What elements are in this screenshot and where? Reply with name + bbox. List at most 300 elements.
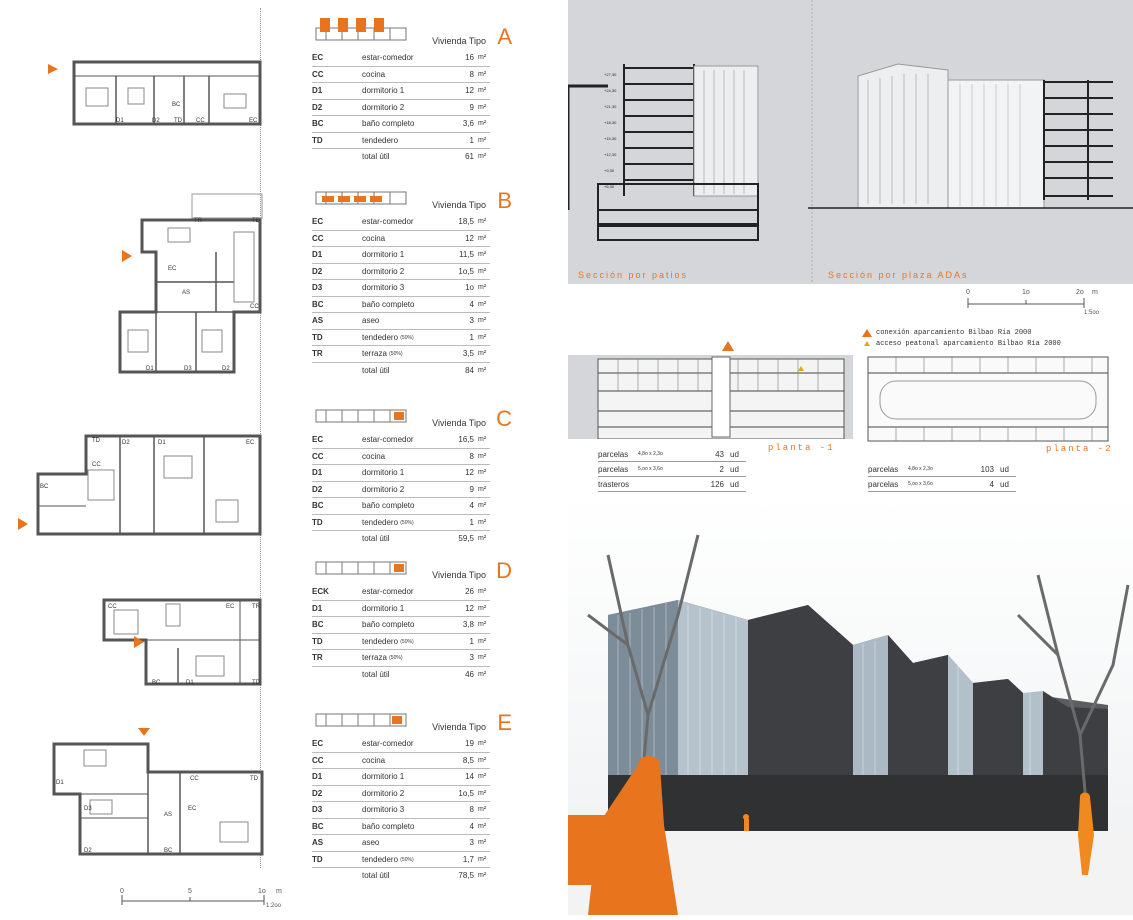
room-code: BC (312, 299, 324, 309)
section-title-right: Sección por plaza ADAs (828, 270, 969, 280)
room-code: CC (312, 755, 324, 765)
room-area: 16 (465, 53, 474, 63)
unit-type-label: Vivienda Tipo (432, 722, 486, 732)
room-note: (50%) (400, 638, 414, 645)
parking-unit: ud (1000, 464, 1009, 474)
room-label: D1 (186, 680, 194, 686)
area-row (312, 584, 490, 601)
room-area: 4 (469, 821, 474, 831)
area-row (312, 264, 490, 281)
scale-ratio: 1:2oo (266, 903, 282, 909)
room-desc: aseo (362, 316, 380, 326)
room-code: D1 (312, 772, 323, 782)
area-row (312, 868, 490, 884)
scale-tick: 0 (120, 888, 124, 895)
area-row (312, 835, 490, 852)
room-area: 19 (465, 739, 474, 749)
area-unit: m² (478, 839, 487, 847)
room-label: D1 (116, 118, 124, 124)
room-area: 3,8 (462, 620, 474, 630)
area-unit: m² (478, 350, 487, 358)
room-label: CC (196, 118, 205, 124)
room-code: D2 (312, 484, 323, 494)
room-code: ECK (312, 587, 329, 597)
area-row (312, 116, 490, 133)
room-code: EC (312, 739, 324, 749)
room-area: 8,5 (462, 755, 474, 765)
room-area: 16,5 (458, 435, 474, 445)
area-table-b (312, 182, 512, 378)
area-row (312, 449, 490, 466)
area-row (312, 531, 490, 547)
parking-name: parcelas (868, 479, 899, 489)
room-desc: total útil (362, 534, 390, 544)
scale-unit: m (276, 888, 282, 895)
room-note: (50%) (400, 856, 414, 863)
room-label: EC (246, 440, 255, 446)
room-code: D1 (312, 603, 323, 613)
room-desc: cocina (362, 451, 386, 461)
room-area: 12 (465, 233, 474, 243)
room-area: 1 (469, 332, 474, 342)
room-area: 8 (469, 69, 474, 79)
scale-ratio: 1:5oo (1084, 310, 1100, 316)
parking-row (598, 477, 746, 492)
room-desc: tendedero (362, 332, 399, 342)
room-desc: dormitorio 2 (362, 266, 405, 276)
parking-plan-minus1-panel (568, 355, 853, 490)
area-unit: m² (478, 773, 487, 781)
room-area: 59,5 (458, 534, 474, 544)
area-row (312, 601, 490, 618)
floor-plan-b (116, 192, 266, 376)
room-area: 46 (465, 669, 474, 679)
parking-legend (862, 327, 1061, 349)
room-area: 26 (465, 587, 474, 597)
parking-table-minus2 (868, 462, 1016, 492)
area-unit: m² (478, 317, 487, 325)
entrance-arrow-icon (48, 64, 58, 74)
room-label: CC (250, 304, 259, 310)
room-label: CC (190, 776, 199, 782)
room-desc: dormitorio 1 (362, 468, 405, 478)
room-code: D3 (312, 805, 323, 815)
area-row (312, 736, 490, 753)
room-label: TD (174, 118, 182, 124)
section-title-left: Sección por patios (578, 270, 689, 280)
unit-key-plan (312, 552, 512, 583)
room-desc: dormitorio 1 (362, 603, 405, 613)
unit-type-label: Vivienda Tipo (432, 200, 486, 210)
parking-row (598, 447, 746, 462)
floor-tag: +6,30 (604, 184, 615, 189)
room-area: 4 (469, 501, 474, 511)
room-area: 1 (469, 517, 474, 527)
area-row (312, 67, 490, 84)
parking-row (868, 477, 1016, 492)
room-desc: dormitorio 1 (362, 250, 405, 260)
area-table-a (312, 18, 512, 165)
parking-unit: ud (1000, 479, 1009, 489)
room-area: 8 (469, 451, 474, 461)
area-unit: m² (478, 234, 487, 242)
area-row (312, 133, 490, 150)
floor-plan-a (44, 56, 266, 128)
room-desc: baño completo (362, 119, 415, 129)
unit-letter: E (497, 710, 512, 735)
unit-type-label: Vivienda Tipo (432, 418, 486, 428)
area-unit: m² (478, 103, 487, 111)
area-row (312, 313, 490, 330)
area-unit: m² (478, 70, 487, 78)
floor-plan-e (50, 726, 266, 858)
room-area: 3 (469, 316, 474, 326)
room-code: TD (312, 135, 323, 145)
room-code: CC (312, 69, 324, 79)
area-row (312, 363, 490, 379)
room-area: 1o,5 (458, 266, 474, 276)
area-row (312, 50, 490, 67)
room-desc: estar-comedor (362, 435, 414, 445)
room-code: TR (312, 349, 323, 359)
room-label: D3 (184, 366, 192, 372)
room-label: D2 (122, 440, 130, 446)
area-unit: m² (478, 588, 487, 596)
room-area: 9 (469, 484, 474, 494)
area-unit: m² (478, 87, 487, 95)
room-desc: total útil (362, 365, 390, 375)
room-label: TD (92, 438, 100, 444)
room-desc: total útil (362, 871, 390, 881)
area-unit: m² (478, 452, 487, 460)
room-label: BC (164, 848, 173, 854)
room-code: TR (312, 653, 323, 663)
room-desc: dormitorio 1 (362, 86, 405, 96)
unit-type-label: Vivienda Tipo (432, 36, 486, 46)
room-desc: terraza (362, 653, 387, 663)
scale-tick: 1o (258, 888, 266, 895)
room-label: D1 (158, 440, 166, 446)
room-desc: aseo (362, 838, 380, 848)
room-desc: estar-comedor (362, 217, 414, 227)
floor-tag: +15,30 (604, 136, 617, 141)
plan-minus2-label: planta -2 (1046, 444, 1113, 454)
parking-row (868, 462, 1016, 477)
room-desc: tendedero (362, 135, 399, 145)
area-unit: m² (478, 502, 487, 510)
room-code: D1 (312, 86, 323, 96)
room-label: EC (188, 806, 197, 812)
room-code: BC (312, 620, 324, 630)
parking-count: 4 (989, 479, 994, 489)
room-code: D3 (312, 283, 323, 293)
area-row (312, 83, 490, 100)
room-desc: dormitorio 3 (362, 805, 405, 815)
room-label: D2 (84, 848, 92, 854)
room-code: TD (312, 854, 323, 864)
room-area: 8 (469, 805, 474, 815)
area-unit: m² (478, 604, 487, 612)
parking-count: 103 (980, 464, 994, 474)
room-code: EC (312, 435, 324, 445)
area-unit: m² (478, 333, 487, 341)
room-desc: baño completo (362, 821, 415, 831)
area-unit: m² (478, 872, 487, 880)
area-unit: m² (478, 469, 487, 477)
area-unit: m² (478, 789, 487, 797)
scale-tick: 2o (1076, 289, 1084, 296)
area-unit: m² (478, 822, 487, 830)
room-code: BC (312, 119, 324, 129)
parking-dims: 4,8o x 2,3o (638, 451, 663, 457)
area-unit: m² (478, 366, 487, 374)
room-note: (50%) (389, 351, 403, 358)
room-code: AS (312, 316, 324, 326)
unit-key-plan (312, 18, 512, 49)
area-unit: m² (478, 300, 487, 308)
room-area: 1,7 (462, 854, 474, 864)
scale-tick: 5 (188, 888, 192, 895)
room-desc: estar-comedor (362, 739, 414, 749)
unit-letter: A (497, 24, 512, 49)
room-label: D3 (84, 806, 92, 812)
area-unit: m² (478, 855, 487, 863)
parking-unit: ud (730, 479, 739, 489)
parking-connection-icon (722, 341, 734, 351)
room-code: TD (312, 332, 323, 342)
area-row (312, 819, 490, 836)
plan-scale-bar (118, 885, 288, 911)
area-unit: m² (478, 621, 487, 629)
unit-type-label: Vivienda Tipo (432, 570, 486, 580)
room-label: TR (194, 218, 202, 224)
area-row (312, 149, 490, 165)
room-note: (50%) (400, 334, 414, 341)
area-unit: m² (478, 670, 487, 678)
room-code: D1 (312, 250, 323, 260)
room-area: 9 (469, 102, 474, 112)
area-unit: m² (478, 153, 487, 161)
unit-letter: B (497, 188, 512, 213)
room-desc: estar-comedor (362, 53, 414, 63)
area-unit: m² (478, 54, 487, 62)
area-row (312, 802, 490, 819)
room-desc: cocina (362, 69, 386, 79)
room-area: 11,5 (459, 250, 474, 260)
room-area: 4 (469, 299, 474, 309)
parking-plan-minus2 (866, 355, 1110, 445)
legend-text: conexión aparcamiento Bilbao Ría 2000 (876, 328, 1032, 337)
room-area: 18,5 (458, 217, 474, 227)
area-unit: m² (478, 637, 487, 645)
room-code: BC (312, 501, 324, 511)
entrance-arrow-icon (18, 518, 28, 530)
unit-letter: D (496, 558, 512, 583)
area-unit: m² (478, 740, 487, 748)
area-table-d (312, 552, 512, 682)
area-row (312, 231, 490, 248)
room-area: 12 (465, 86, 474, 96)
legend-text: acceso peatonal aparcamiento Bilbao Ría 2000 (876, 339, 1061, 348)
parking-name: trasteros (598, 479, 630, 489)
room-desc: cocina (362, 233, 386, 243)
room-area: 1o (465, 283, 474, 293)
area-row (312, 247, 490, 264)
floor-tag: +27,30 (604, 72, 617, 77)
room-label: D2 (152, 118, 160, 124)
room-code: TD (312, 517, 323, 527)
room-code: CC (312, 451, 324, 461)
room-desc: tendedero (362, 636, 399, 646)
scale-tick: 0 (966, 289, 970, 296)
room-desc: total útil (362, 669, 390, 679)
room-desc: dormitorio 2 (362, 788, 405, 798)
small-triangle-icon (864, 341, 870, 346)
parking-count: 2 (719, 464, 724, 474)
room-code: D1 (312, 468, 323, 478)
scale-unit: m (1092, 289, 1098, 296)
parking-unit: ud (730, 464, 739, 474)
room-label: EC (249, 118, 258, 124)
floor-tag: +9,30 (604, 168, 615, 173)
room-desc: baño completo (362, 299, 415, 309)
area-row (312, 346, 490, 363)
area-row (312, 465, 490, 482)
parking-name: parcelas (598, 449, 629, 459)
room-code: AS (312, 838, 324, 848)
room-code: D2 (312, 788, 323, 798)
room-desc: dormitorio 1 (362, 772, 405, 782)
area-row (312, 753, 490, 770)
room-desc: dormitorio 2 (362, 484, 405, 494)
parking-count: 43 (715, 449, 724, 459)
area-row (312, 515, 490, 532)
room-label: BC (152, 680, 161, 686)
area-unit: m² (478, 535, 487, 543)
entrance-arrow-icon (122, 250, 132, 262)
area-unit: m² (478, 267, 487, 275)
floor-tag: +18,30 (604, 120, 617, 125)
room-label: TD (252, 680, 260, 686)
room-code: D2 (312, 266, 323, 276)
floor-tag: +12,30 (604, 152, 617, 157)
scale-tick: 1o (1022, 289, 1030, 296)
room-area: 3,5 (462, 349, 474, 359)
room-label: BC (40, 484, 49, 490)
area-unit: m² (478, 284, 487, 292)
room-desc: baño completo (362, 620, 415, 630)
room-label: AS (164, 812, 173, 818)
room-label: TD (250, 776, 258, 782)
parking-unit: ud (730, 449, 739, 459)
room-area: 3,6 (462, 119, 474, 129)
floor-plan-d (100, 596, 266, 688)
room-area: 1o,5 (458, 788, 474, 798)
parking-dims: 4,8o x 2,3o (908, 466, 933, 472)
room-desc: cocina (362, 755, 386, 765)
area-row (312, 786, 490, 803)
room-desc: terraza (362, 349, 387, 359)
area-unit: m² (478, 654, 487, 662)
room-label: CC (92, 462, 101, 468)
room-note: (50%) (400, 519, 414, 526)
area-row (312, 617, 490, 634)
room-code: BC (312, 821, 324, 831)
room-label: TD (252, 218, 260, 224)
room-desc: baño completo (362, 501, 415, 511)
room-label: D2 (222, 366, 230, 372)
area-unit: m² (478, 756, 487, 764)
room-area: 12 (465, 603, 474, 613)
room-area: 14 (465, 772, 474, 782)
room-label: CC (108, 604, 117, 610)
parking-count: 126 (710, 479, 724, 489)
large-triangle-icon (862, 329, 872, 337)
room-desc: dormitorio 2 (362, 102, 405, 112)
room-desc: estar-comedor (362, 587, 414, 597)
area-unit: m² (478, 120, 487, 128)
room-label: D1 (56, 780, 64, 786)
room-area: 3 (469, 653, 474, 663)
area-row (312, 650, 490, 667)
room-desc: tendedero (362, 854, 399, 864)
parking-dims: 5,oo x 3,6o (908, 481, 933, 487)
room-note: (50%) (389, 655, 403, 662)
area-row (312, 280, 490, 297)
floor-tag: +24,30 (604, 88, 617, 93)
room-area: 61 (465, 152, 474, 162)
room-label: D1 (146, 366, 154, 372)
sections-panel (568, 0, 1133, 284)
room-area: 12 (465, 468, 474, 478)
area-unit: m² (478, 485, 487, 493)
area-row (312, 852, 490, 869)
area-row (312, 432, 490, 449)
room-code: D2 (312, 102, 323, 112)
room-label: AS (182, 290, 191, 296)
area-row (312, 769, 490, 786)
area-row (312, 100, 490, 117)
room-desc: total útil (362, 152, 390, 162)
room-desc: dormitorio 3 (362, 283, 405, 293)
room-label: TR (252, 604, 260, 610)
area-row (312, 330, 490, 347)
area-unit: m² (478, 436, 487, 444)
floor-tag: +21,30 (604, 104, 617, 109)
section-scale-bar (962, 284, 1112, 320)
area-unit: m² (478, 518, 487, 526)
room-code: EC (312, 53, 324, 63)
area-row (312, 482, 490, 499)
room-label: BC (172, 102, 181, 108)
plan-minus1-label: planta -1 (768, 443, 835, 453)
room-code: TD (312, 636, 323, 646)
area-unit: m² (478, 136, 487, 144)
parking-name: parcelas (598, 464, 629, 474)
unit-key-plan (312, 704, 512, 735)
area-table-c (312, 400, 512, 547)
area-row (312, 634, 490, 651)
room-area: 84 (465, 365, 474, 375)
parking-name: parcelas (868, 464, 899, 474)
area-row (312, 214, 490, 231)
room-area: 78,5 (458, 871, 474, 881)
area-row (312, 498, 490, 515)
room-label: EC (226, 604, 235, 610)
room-code: CC (312, 233, 324, 243)
unit-key-plan (312, 400, 512, 431)
entrance-arrow-icon (138, 728, 150, 736)
